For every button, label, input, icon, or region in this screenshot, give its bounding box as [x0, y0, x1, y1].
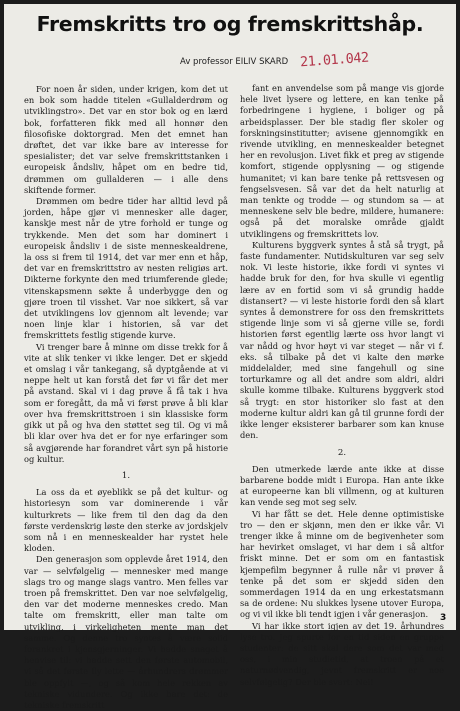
paragraph: Vi har fått se det. Hele denne optimistiske tro — den er skjønn, men den er ikke vår. Vi trenger ikke å minne om de begivenheter som har hevirket omslaget, vi har dem i så altfor friskt minne. Det er som om en fantastisk kjempefilm begynner å rulle når vi prøver å tenke på det som er skjedd siden den sommerdagen 1914 da en ung erkestatsmann sa de ordene: Nu slukkes lysene utover Europa, og vi vil ikke bli tendt igjen i vår generasjon. — [240, 508, 444, 620]
article-byline: Av professor EILIV SKARD — [180, 57, 289, 67]
paragraph: Vi har ikke stort igjen av det 19. århundres lyse tro. Jeg spurte for en tid siden en gruppe studenter: de sitt skal dere som det var med oss, i min studietid, at troen på et naturnødvendig, jevnt fremskritt er noe selvfølgelig? Der ble svart: Nei! — [240, 620, 444, 687]
section-number: 2. — [337, 447, 347, 458]
section-number: 1. — [121, 470, 131, 481]
paragraph: Kulturens byggverk syntes å stå så trygt, på faste fundamenter. Nutidskulturen var seg selv nok. Vi leste historie, ikke fordi vi syntes vi hadde bruk for den, for hva skulle vi egentlig lære av en fortid som vi så grundig hadde distansert? — vi leste historie fordi den så klart syntes å demonstrere for oss den fremskrittets stigende linje som vi så gjerne ville se, fordi historien først egentlig lærte oss hvor langt vi var nådd og hvor høyt vi var steget — når vi f. eks. så tilbake på det vi kalte den mørke middelalder, med sine fangehull og sine torturkamre og all det andre som aldri, aldri skulle komme tilbake. Kulturens byggverk stod så trygt: en stor historiker slo fast at den moderne kultur aldri kan gå til grunne fordi der ikke lenger eksisterer barbarer som kan knuse den. — [240, 239, 444, 441]
article-title: Fremskritts tro og fremskrittshåp. — [36, 12, 424, 36]
left-column — [24, 84, 228, 710]
paragraph: For noen år siden, under krigen, kom det ut en bok som hadde titelen «Gullalderdrøm og utviklingstro». Det var en stor bok og en lærd bok, forfatteren fikk med all honnør den filosofiske doktorgrad. Men det emnet han drøftet, det var ikke bare av interesse for spesialister; det var selve fremskrittstanken i europeisk åndsliv, håpet om en bedre tid, drømmen om gullalderen — i alle dens skiftende former. — [24, 84, 228, 195]
page-number: 3 — [440, 613, 447, 623]
right-column — [240, 83, 444, 687]
paragraph: Den generasjon som opplevde året 1914, den var — selvfølgelig — mennesker med mange slags tro og mange slags vantro. Men felles var troen på fremskrittet. Den var noe selvfølgelig, den var det moderne menneskes credo. Man talte om fremskritt, eller man talte om utvikling, i virkeligheten mente man det samme. Og denne tro syntes å være solid forankret i kjensgjerninger. Vi hadde snaget å henvise til: vi hadde sett den første automobil, vi så det første fly lette — århundrers drømmer ble oppfylt —, og så kom hele rekken av tekniske vidundere. Og ikke bare det: de tekniske fremskritt — [24, 554, 228, 710]
paragraph: Drømmen om bedre tider har alltid levd på jorden, håpe gjør vi mennesker alle dager, kanskje mest når de ytre forhold er tunge og trykkende. Men det som har dominert i europeisk åndsliv i de siste menneskealdrene, la oss si frem til 1914, det var mer enn et håp, det var en fremskrittstro av nesten religiøs art. Dikterne forkynte den med triumferende glede; vitenskapsmenn søkte å underbygge den og gjøre troen til visshet. Var noe sikkert, så var det utviklingens lov gjennom alt levende; var noen linje klar i historien, så var det fremskrittets festlig stigende kurve. — [24, 196, 228, 341]
magazine-page — [4, 4, 456, 710]
paragraph: Den utmerkede lærde ante ikke at disse barbarene bodde midt i Europa. Han ante ikke at europeerne kan bli villmenn, og at kulturen kan vende seg mot seg selv. — [240, 463, 444, 508]
paragraph: Vi trenger bare å minne om disse trekk for å vite at slik tenker vi ikke lenger. Det er skjedd et omslag i vår tankegang, så dyptgående at vi neppe helt ut kan forstå det før vi får det mer på avstand. Skal vi i dag prøve å få tak i hva som er foregått, da må vi først prøve å bli klar over hva fremskrittstroen i sin klassiske form gikk ut på og hva den støttet seg til. Og vi må bli klar over hva det er for nye erfaringer som så avgjørende har forandret vårt syn på historie og kultur. — [24, 341, 228, 464]
paragraph: La oss da et øyeblikk se på det kultur- og historiesyn som var dominerende i vår kulturkrets — like frem til den dag da den første verdenskrig løste den sterke av jordskjelv som nå i en menneskealder har rystet hele kloden. — [24, 487, 228, 554]
paragraph: fant en anvendelse som på mange vis gjorde hele livet lysere og lettere, en kan tenke på forbedringene i hygiene, i boliger og på arbeidsplasser. Der ble stadig fler skoler og forskningsinstitutter; avisene gjennomgikk en rivende utvikling, en menneskealder betegnet her en revolusjon. Livet fikk et preg av stigende komfort, stigende opplysning — og stigende humanitet; vi kan bare tenke på rettsvesen og fengselsvesen. Så var det da helt naturlig at man tenkte og trodde — og stundom sa — at menneskene selv ble bedre, mildere, humanere: også på det moralske område gjaldt utviklingens og fremskrittets lov. — [240, 83, 444, 239]
archive-stamp: 21.01.042 — [299, 49, 370, 71]
